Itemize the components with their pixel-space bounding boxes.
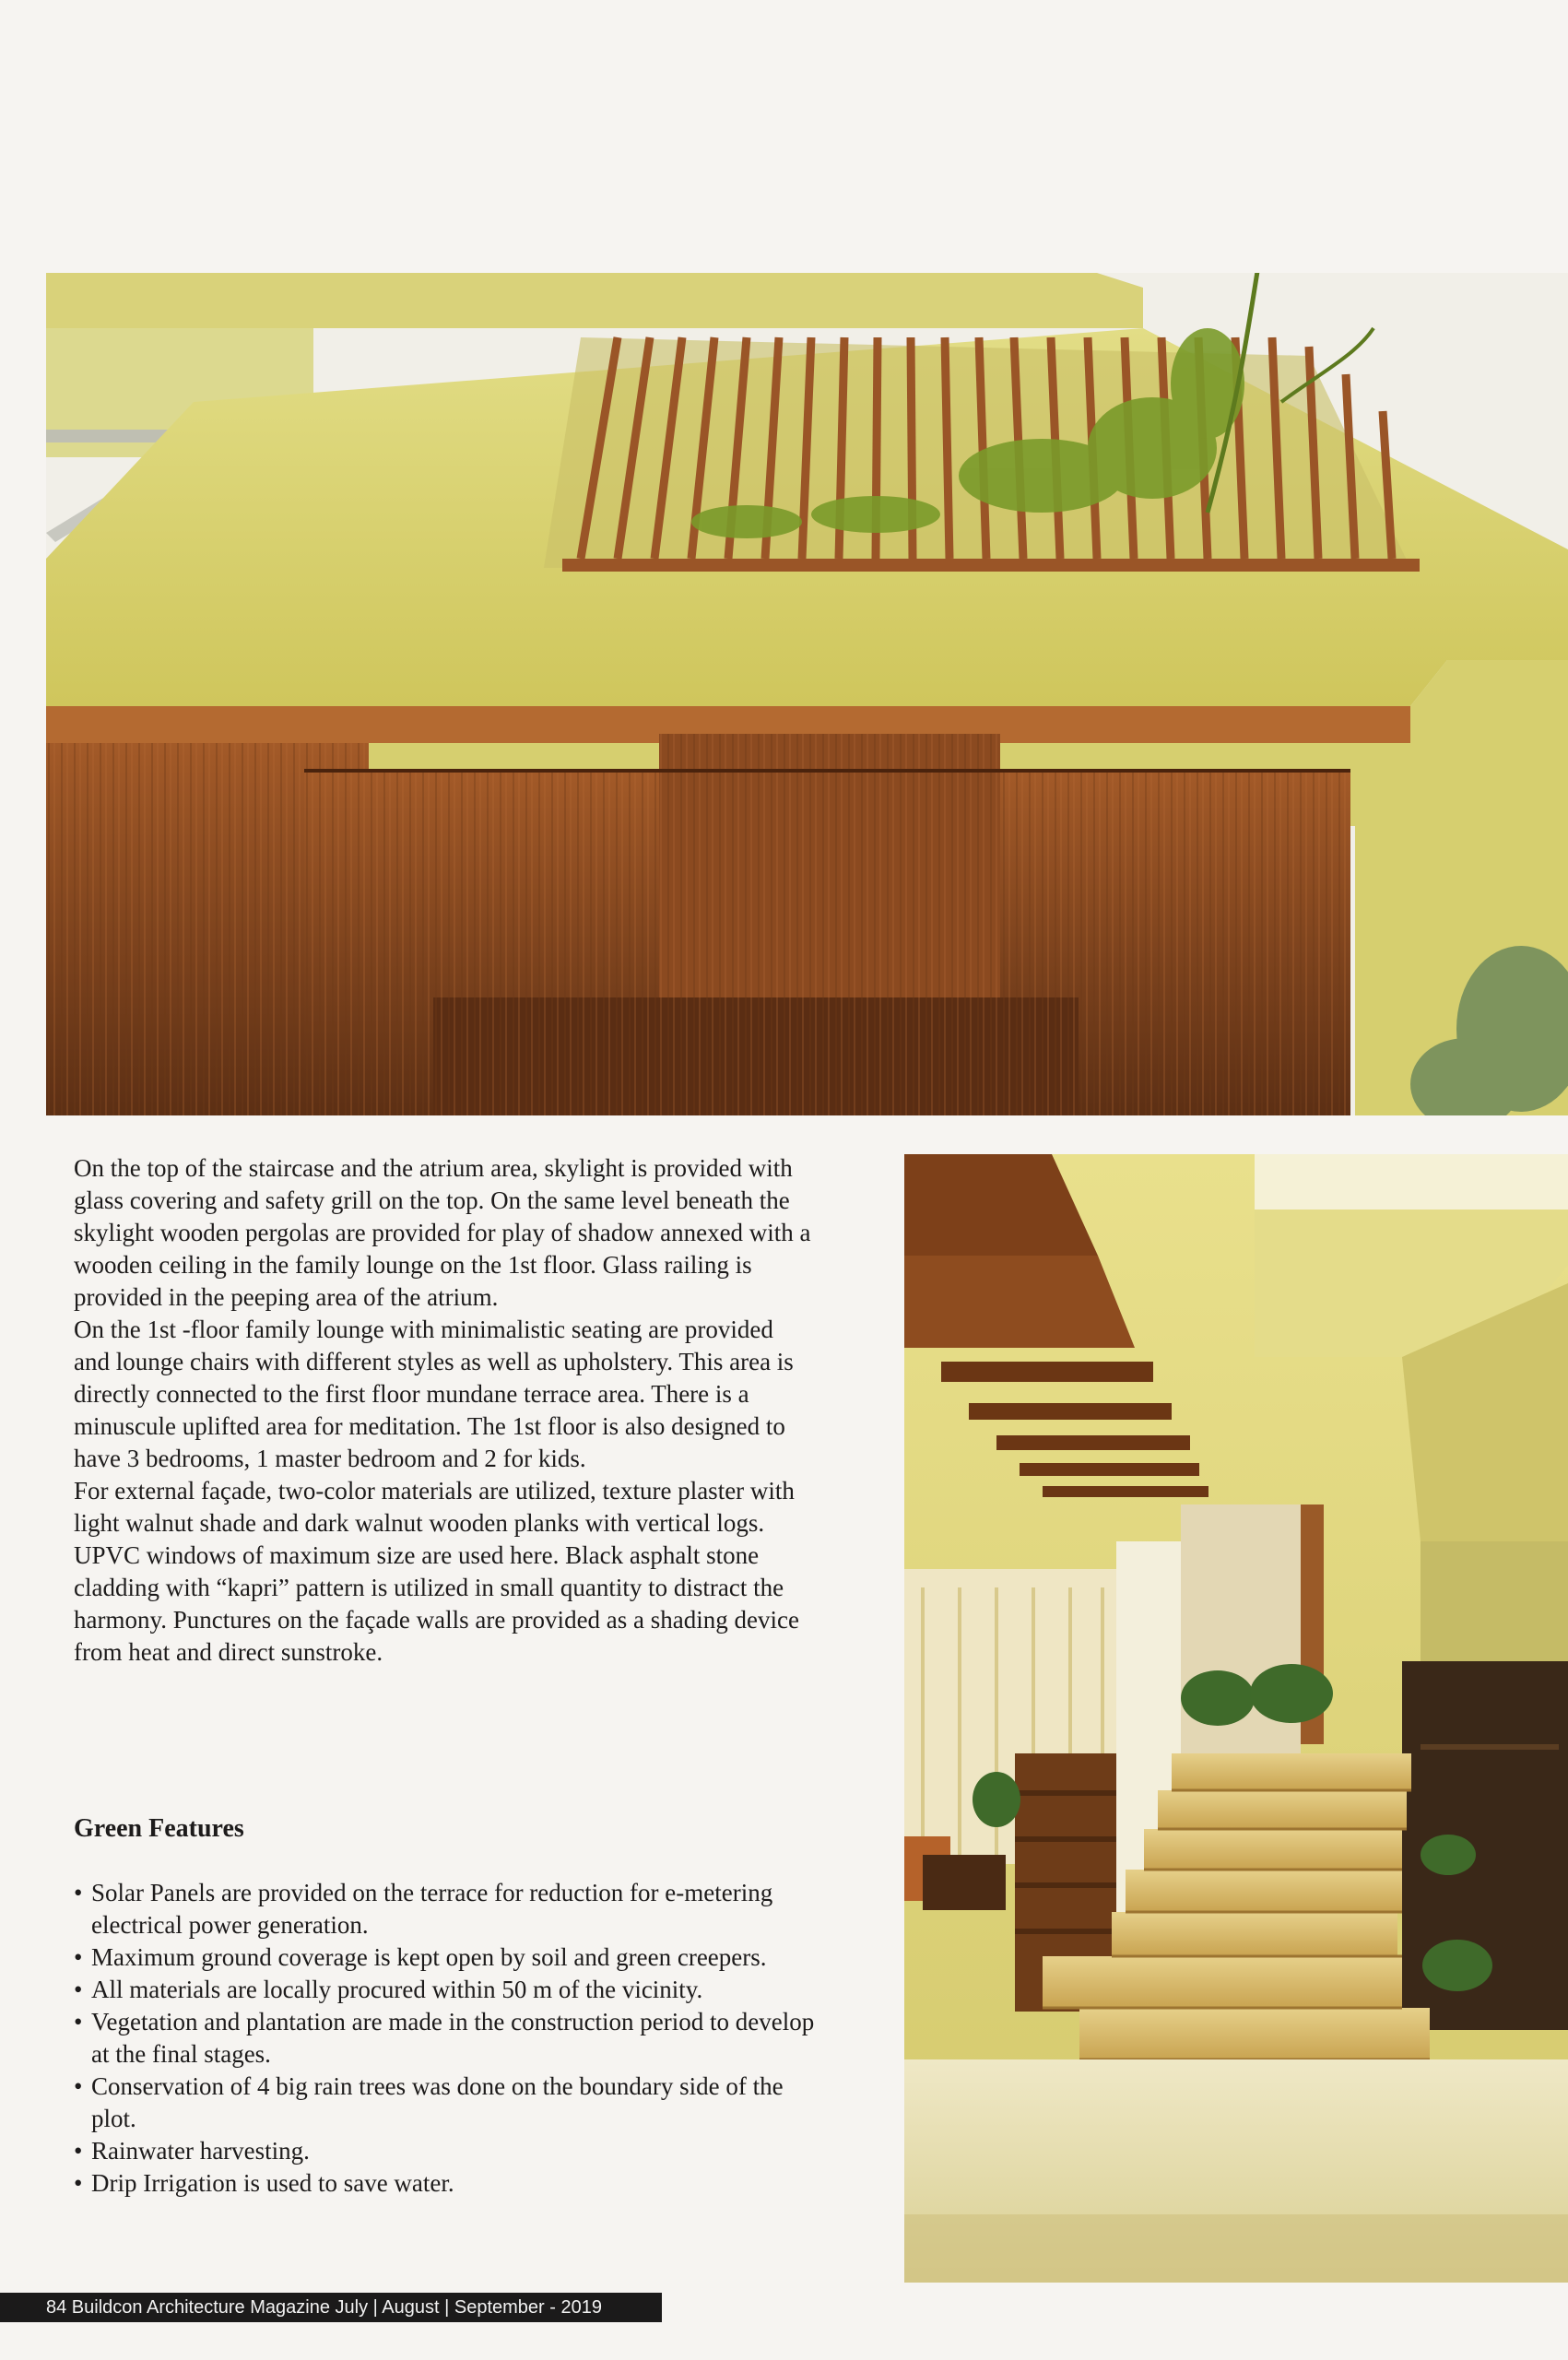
list-item: • Maximum ground coverage is kept open by soil and green creepers. (74, 1941, 830, 1974)
list-item: • Conservation of 4 big rain trees was done on the boundary side of the plot. (74, 2071, 830, 2135)
list-item: • All materials are locally procured within 50 m of the vicinity. (74, 1974, 830, 2006)
list-item: • Vegetation and plantation are made in the construction period to develop at the final stages. (74, 2006, 830, 2071)
page-footer: 84 Buildcon Architecture Magazine July | August | September - 2019 (0, 2293, 662, 2322)
article-paragraph: For external façade, two-color materials are utilized, texture plaster with light walnut shade and dark walnut wooden planks with vertical logs. UPVC windows of maximum size are used here. Black asphalt stone cladding with “kapri” pattern is utilized in small quantity to distract the harmony. Punctures on the façade walls are provided as a shading device from heat and direct sunstroke. (74, 1477, 799, 1666)
facade-photo (46, 273, 1568, 1115)
green-features-heading: Green Features (74, 1814, 244, 1843)
facade-photo-illustration (46, 273, 1568, 1115)
list-item: • Solar Panels are provided on the terrace for reduction for e-metering electrical power generation. (74, 1877, 830, 1941)
article-body (74, 1152, 811, 1669)
staircase-photo-illustration (904, 1154, 1568, 2283)
green-features-list (74, 1877, 830, 2200)
article-paragraph: On the 1st -floor family lounge with minimalistic seating are provided and lounge chairs with different styles as well as upholstery. This area is directly connected to the first floor mundane terrace area. There is a minuscule uplifted area for meditation. The 1st floor is also designed to have 3 bedrooms, 1 master bedroom and 2 for kids. (74, 1316, 794, 1472)
list-item: • Drip Irrigation is used to save water. (74, 2167, 830, 2200)
staircase-photo (904, 1154, 1568, 2283)
article-paragraph: On the top of the staircase and the atrium area, skylight is provided with glass covering and safety grill on the top. On the same level beneath the skylight wooden pergolas are provided for play of shadow annexed with a wooden ceiling in the family lounge on the 1st floor. Glass railing is provided in the peeping area of the atrium. (74, 1154, 811, 1311)
list-item: • Rainwater harvesting. (74, 2135, 830, 2167)
